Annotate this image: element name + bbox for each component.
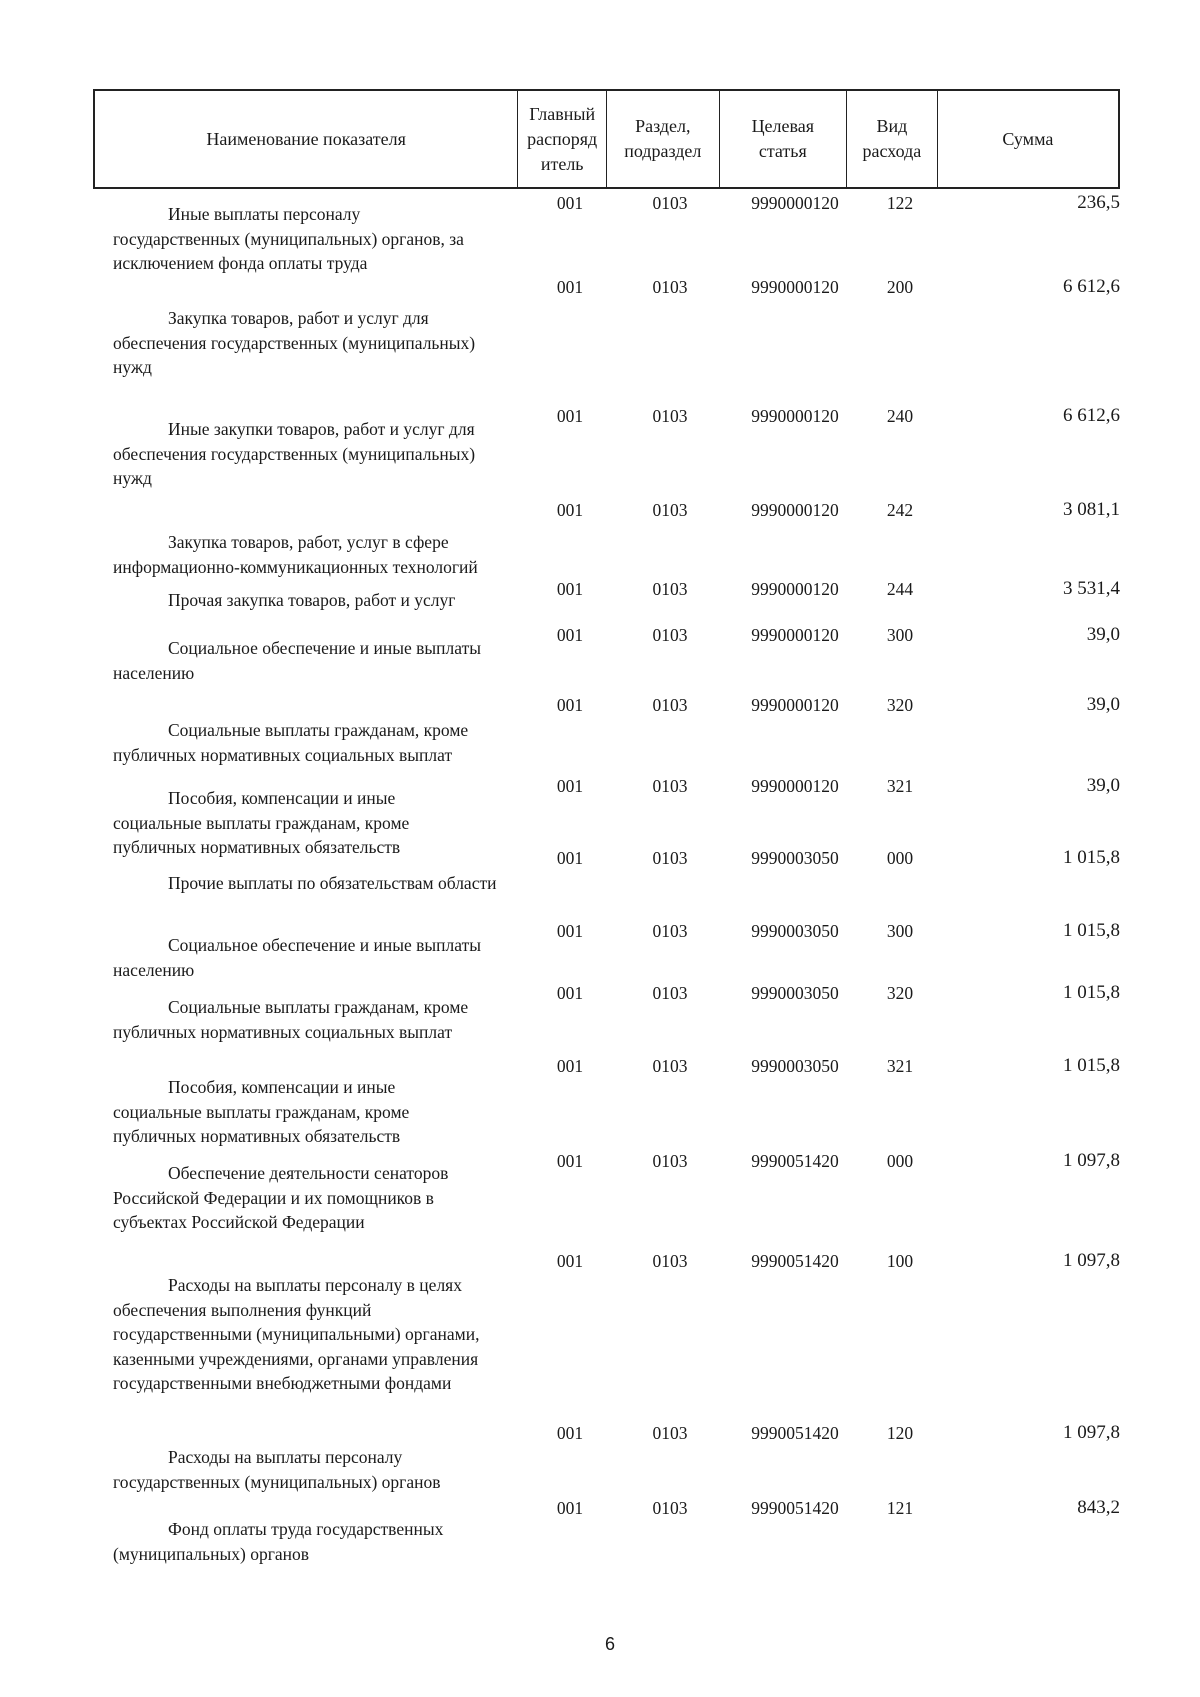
row-name-line: Социальное обеспечение и иные выплаты [168, 935, 482, 955]
row-vid: 120 [886, 1423, 914, 1443]
row-summa: 1 015,8 [1063, 982, 1120, 1003]
row-name [113, 588, 533, 613]
row-vid: 300 [886, 921, 914, 941]
row-glavny: 001 [556, 1056, 584, 1076]
row-name-line: социальные выплаты гражданам, кроме [113, 1101, 410, 1122]
row-razdel: 0103 [652, 983, 688, 1003]
row-vid: 300 [886, 625, 914, 645]
row-glavny: 001 [556, 579, 584, 599]
row-name [113, 1273, 533, 1396]
row-glavny: 001 [556, 406, 584, 426]
row-razdel: 0103 [652, 500, 688, 520]
row-glavny: 001 [556, 921, 584, 941]
row-razdel: 0103 [652, 695, 688, 715]
row-name-line: обеспечения государственных (муниципальных) [113, 332, 476, 353]
row-name-line: населению [113, 662, 195, 683]
row-name [113, 871, 533, 896]
row-vid: 240 [886, 406, 914, 426]
row-name-line: Фонд оплаты труда государственных [168, 1519, 444, 1539]
row-glavny: 001 [556, 277, 584, 297]
row-summa: 6 612,6 [1063, 276, 1120, 297]
row-vid: 122 [886, 193, 914, 213]
row-name-line: обеспечения государственных (муниципальных) [113, 443, 476, 464]
row-vid: 320 [886, 983, 914, 1003]
header-summa: Сумма [1002, 128, 1054, 149]
row-celevaya: 9990003050 [751, 848, 839, 868]
row-celevaya: 9990051420 [751, 1423, 839, 1443]
row-summa: 1 015,8 [1063, 847, 1120, 868]
row-summa: 39,0 [1086, 694, 1120, 715]
row-summa: 1 015,8 [1063, 920, 1120, 941]
row-celevaya: 9990003050 [751, 921, 839, 941]
row-name-line: Прочие выплаты по обязательствам области [168, 873, 497, 893]
row-summa: 6 612,6 [1063, 405, 1120, 426]
row-celevaya: 9990000120 [751, 406, 839, 426]
row-razdel: 0103 [652, 625, 688, 645]
header-celevaya: Целевая статья [720, 91, 848, 187]
row-vid: 121 [886, 1498, 914, 1518]
row-vid: 244 [886, 579, 914, 599]
row-razdel: 0103 [652, 579, 688, 599]
row-name-line: нужд [113, 357, 152, 377]
row-name-line: Закупка товаров, работ, услуг в сфере [168, 532, 449, 552]
row-summa: 1 097,8 [1063, 1250, 1120, 1271]
row-name [113, 202, 533, 276]
row-name-line: Расходы на выплаты персоналу [168, 1447, 403, 1467]
row-name-line: Российской Федерации и их помощников в [113, 1187, 434, 1208]
row-name [113, 1075, 533, 1149]
row-vid: 321 [886, 1056, 914, 1076]
row-name-line: публичных нормативных социальных выплат [113, 1021, 453, 1042]
row-glavny: 001 [556, 695, 584, 715]
row-name [113, 530, 533, 579]
row-name-line: исключением фонда оплаты труда [113, 253, 368, 273]
row-celevaya: 9990051420 [751, 1498, 839, 1518]
row-vid: 200 [886, 277, 914, 297]
row-name-line: Расходы на выплаты персоналу в целях [168, 1275, 462, 1295]
row-razdel: 0103 [652, 1151, 688, 1171]
row-name [113, 636, 533, 685]
row-name-line: публичных нормативных обязательств [113, 837, 401, 857]
row-celevaya: 9990000120 [751, 695, 839, 715]
row-celevaya: 9990000120 [751, 579, 839, 599]
row-name [113, 306, 533, 380]
row-summa: 236,5 [1077, 192, 1120, 213]
row-razdel: 0103 [652, 193, 688, 213]
row-celevaya: 9990051420 [751, 1151, 839, 1171]
row-glavny: 001 [556, 776, 584, 796]
row-celevaya: 9990000120 [751, 277, 839, 297]
page-number: 6 [604, 1634, 615, 1654]
row-razdel: 0103 [652, 1056, 688, 1076]
row-razdel: 0103 [652, 277, 688, 297]
row-summa: 39,0 [1086, 775, 1120, 796]
row-glavny: 001 [556, 983, 584, 1003]
row-vid: 000 [886, 1151, 914, 1171]
row-razdel: 0103 [652, 1423, 688, 1443]
row-name [113, 786, 533, 860]
row-name-line: Пособия, компенсации и иные [168, 788, 396, 808]
row-name-line: населению [113, 959, 195, 980]
row-name-line: нужд [113, 468, 152, 488]
row-vid: 321 [886, 776, 914, 796]
row-razdel: 0103 [652, 1251, 688, 1271]
row-celevaya: 9990003050 [751, 1056, 839, 1076]
row-name-line: государственными внебюджетными фондами [113, 1373, 452, 1393]
row-name [113, 1445, 533, 1494]
row-name-line: Социальные выплаты гражданам, кроме [168, 997, 469, 1017]
row-celevaya: 9990000120 [751, 193, 839, 213]
row-summa: 39,0 [1086, 624, 1120, 645]
row-glavny: 001 [556, 848, 584, 868]
row-celevaya: 9990000120 [751, 625, 839, 645]
row-name-line: публичных нормативных обязательств [113, 1126, 401, 1146]
row-razdel: 0103 [652, 921, 688, 941]
row-name [113, 995, 533, 1044]
row-name-line: Обеспечение деятельности сенаторов [168, 1163, 449, 1183]
row-name-line: государственных (муниципальных) органов [113, 1471, 441, 1492]
row-razdel: 0103 [652, 776, 688, 796]
table-header [93, 89, 1120, 189]
row-summa: 1 097,8 [1063, 1150, 1120, 1171]
row-celevaya: 9990051420 [751, 1251, 839, 1271]
row-vid: 242 [886, 500, 914, 520]
row-glavny: 001 [556, 500, 584, 520]
row-name [113, 1517, 533, 1566]
header-name: Наименование показателя [95, 91, 518, 187]
row-summa: 3 531,4 [1063, 578, 1120, 599]
row-vid: 100 [886, 1251, 914, 1271]
row-summa: 843,2 [1077, 1497, 1120, 1518]
row-name-line: Пособия, компенсации и иные [168, 1077, 396, 1097]
row-glavny: 001 [556, 625, 584, 645]
row-name [113, 718, 533, 767]
row-summa: 3 081,1 [1063, 499, 1120, 520]
row-glavny: 001 [556, 1498, 584, 1518]
row-celevaya: 9990000120 [751, 500, 839, 520]
row-name [113, 933, 533, 982]
row-glavny: 001 [556, 1251, 584, 1271]
header-razdel: Раздел, подраздел [607, 91, 720, 187]
row-name-line: информационно-коммуникационных технологий [113, 556, 478, 577]
row-glavny: 001 [556, 1151, 584, 1171]
row-name-line: Иные выплаты персоналу [168, 204, 361, 224]
row-summa: 1 015,8 [1063, 1055, 1120, 1076]
row-vid: 000 [886, 848, 914, 868]
row-name [113, 417, 533, 491]
row-name-line: казенными учреждениями, органами управления [113, 1348, 479, 1369]
row-razdel: 0103 [652, 406, 688, 426]
header-vid: Вид расхода [847, 91, 938, 187]
row-vid: 320 [886, 695, 914, 715]
row-name-line: социальные выплаты гражданам, кроме [113, 812, 410, 833]
row-razdel: 0103 [652, 848, 688, 868]
row-razdel: 0103 [652, 1498, 688, 1518]
row-name [113, 1161, 533, 1235]
row-name-line: (муниципальных) органов [113, 1543, 310, 1564]
row-name-line: Иные закупки товаров, работ и услуг для [168, 419, 475, 439]
row-glavny: 001 [556, 1423, 584, 1443]
row-name-line: Закупка товаров, работ и услуг для [168, 308, 429, 328]
row-celevaya: 9990003050 [751, 983, 839, 1003]
row-name-line: публичных нормативных социальных выплат [113, 744, 453, 765]
row-name-line: субъектах Российской Федерации [113, 1212, 365, 1232]
row-name-line: государственными (муниципальными) органами, [113, 1324, 480, 1344]
row-celevaya: 9990000120 [751, 776, 839, 796]
row-name-line: Социальные выплаты гражданам, кроме [168, 720, 469, 740]
row-summa: 1 097,8 [1063, 1422, 1120, 1443]
row-name-line: Прочая закупка товаров, работ и услуг [168, 590, 456, 610]
row-name-line: обеспечения выполнения функций [113, 1299, 372, 1320]
header-glavny: Главный распоряд итель [518, 91, 607, 187]
row-name-line: Социальное обеспечение и иные выплаты [168, 638, 482, 658]
row-glavny: 001 [556, 193, 584, 213]
row-name-line: государственных (муниципальных) органов, за [113, 228, 464, 249]
